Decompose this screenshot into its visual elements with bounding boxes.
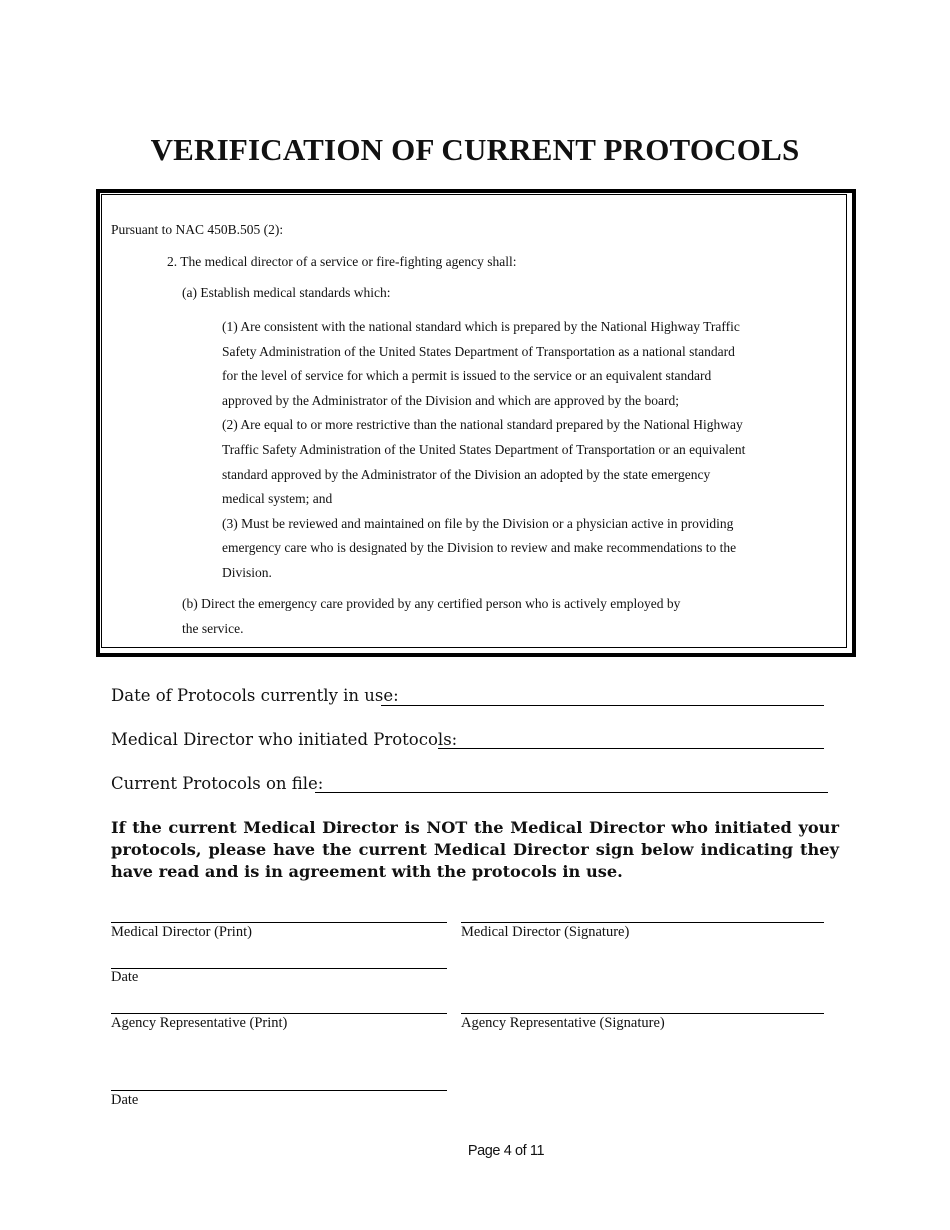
agency-signature-line[interactable]: [461, 1013, 824, 1014]
current-protocols-line[interactable]: [315, 792, 828, 793]
legal-subitem-line: (1) Are consistent with the national standard which is prepared by the National Highway Traffic: [222, 319, 740, 334]
page-number: Page 4 of 11: [467, 1143, 545, 1159]
current-protocols-label: Current Protocols on file:: [111, 774, 324, 793]
medical-director-initiated-line[interactable]: [438, 748, 824, 749]
legal-subitem-line: Division.: [222, 564, 272, 580]
legal-subitem-line: emergency care who is designated by the Division to review and make recommendations to the: [222, 540, 737, 556]
date-line-1[interactable]: [111, 968, 447, 969]
date-line-2[interactable]: [111, 1090, 447, 1091]
date-label-2: Date: [111, 1092, 139, 1108]
legal-subitem-line: Traffic Safety Administration of the United States Department of Transportation or an equivalent: [222, 441, 746, 457]
legal-item-b-line: the service.: [182, 620, 244, 636]
legal-subitem-line: for the level of service for which a permit is issued to the service or an equivalent standard: [222, 368, 712, 384]
legal-subitem-line: standard approved by the Administrator of the Division an adopted by the state emergency: [222, 466, 711, 482]
legal-item-a: (a) Establish medical standards which:: [182, 285, 391, 300]
md-print-line[interactable]: [111, 922, 447, 923]
agency-print-line[interactable]: [111, 1013, 447, 1014]
legal-subitem-line: medical system; and: [222, 491, 333, 507]
legal-item-2: 2. The medical director of a service or fire-fighting agency shall:: [167, 254, 517, 269]
legal-intro: Pursuant to NAC 450B.505 (2):: [111, 222, 284, 237]
date-of-protocols-label: Date of Protocols currently in use:: [111, 686, 399, 705]
agency-print-label: Agency Representative (Print): [111, 1015, 288, 1031]
legal-subitems: [222, 315, 812, 586]
legal-item-b-line: (b) Direct the emergency care provided by any certified person who is actively employed by: [182, 596, 681, 611]
legal-subitem-line: Safety Administration of the United States Department of Transportation as a national standard: [222, 343, 735, 359]
md-print-label: Medical Director (Print): [111, 924, 252, 940]
page-title: VERIFICATION OF CURRENT PROTOCOLS: [150, 132, 800, 167]
md-signature-label: Medical Director (Signature): [461, 924, 630, 940]
date-label-1: Date: [111, 969, 139, 985]
legal-subitem-line: approved by the Administrator of the Division and which are approved by the board;: [222, 392, 680, 408]
legal-item-b: [182, 592, 680, 641]
date-of-protocols-line[interactable]: [381, 705, 824, 706]
legal-subitem-line: (2) Are equal to or more restrictive than the national standard prepared by the National Highway: [222, 417, 743, 433]
notice-paragraph: If the current Medical Director is NOT the Medical Director who initiated your protocols, please have the current Medical Director sign below indicating they have read and is in agreement with the protocols in use.: [111, 818, 839, 881]
medical-director-initiated-label: Medical Director who initiated Protocols:: [111, 730, 458, 749]
legal-subitem-line: (3) Must be reviewed and maintained on file by the Division or a physician active in providing: [222, 515, 734, 531]
md-signature-line[interactable]: [461, 922, 824, 923]
agency-signature-label: Agency Representative (Signature): [461, 1015, 665, 1031]
